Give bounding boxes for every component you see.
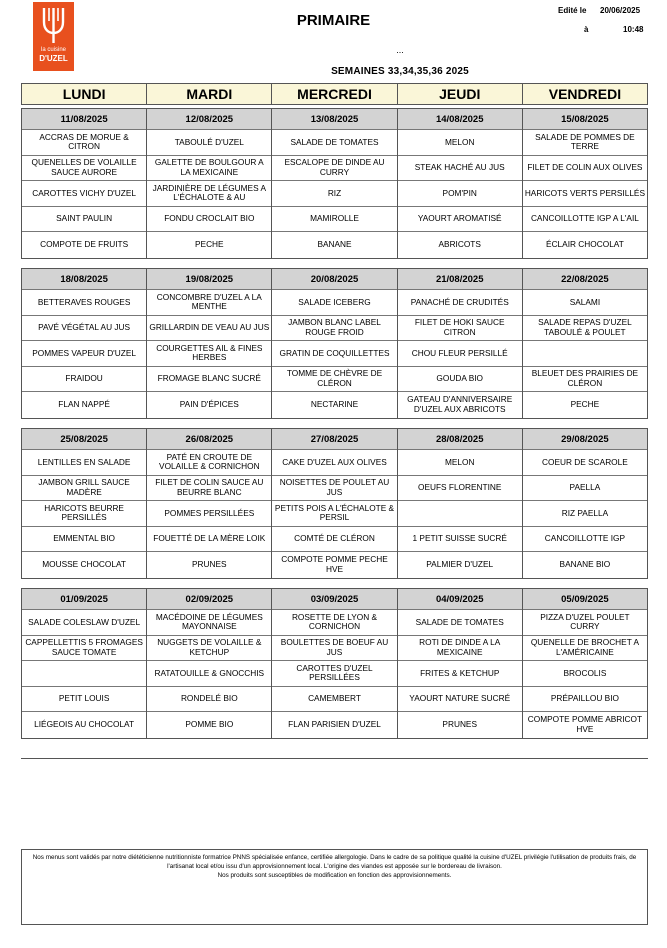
menu-item: GALETTE DE BOULGOUR A LA MEXICAINE — [147, 156, 271, 182]
menu-item: FRAIDOU — [22, 367, 146, 393]
at-label: à — [584, 25, 589, 34]
menu-item: SALADE DE TOMATES — [272, 130, 396, 156]
menu-item: BOULETTES DE BOEUF AU JUS — [272, 636, 396, 662]
menu-item: PRÉPAILLOU BIO — [523, 687, 647, 713]
page-title: PRIMAIRE — [296, 12, 371, 29]
menu-item: FILET DE COLIN SAUCE AU BEURRE BLANC — [147, 476, 271, 502]
menu-item: FILET DE COLIN AUX OLIVES — [523, 156, 647, 182]
menu-item: SALADE REPAS D'UZEL TABOULÉ & POULET — [523, 316, 647, 342]
date-cell: 14/08/2025 — [398, 109, 522, 130]
menu-item: MELON — [398, 450, 522, 476]
menu-item: ACCRAS DE MORUE & CITRON — [22, 130, 146, 156]
day-column — [398, 589, 523, 738]
menu-item: FOUETTÉ DE LA MÈRE LOIK — [147, 527, 271, 553]
day-column — [147, 429, 272, 578]
day-column — [22, 109, 147, 258]
date-cell: 05/09/2025 — [523, 589, 647, 610]
menu-item: RIZ PAELLA — [523, 501, 647, 527]
menu-item: QUENELLES DE VOLAILLE SAUCE AURORE — [22, 156, 146, 182]
menu-item: RATATOUILLE & GNOCCHIS — [147, 661, 271, 687]
logo-text-brand: D'UZEL — [39, 54, 68, 63]
menu-item: COEUR DE SCAROLE — [523, 450, 647, 476]
menu-item: STEAK HACHÉ AU JUS — [398, 156, 522, 182]
day-column — [523, 429, 647, 578]
menu-item: QUENELLE DE BROCHET A L'AMÉRICAINE — [523, 636, 647, 662]
menu-item: YAOURT NATURE SUCRÉ — [398, 687, 522, 713]
menu-item: CAROTTES VICHY D'UZEL — [22, 181, 146, 207]
menu-item: PECHE — [195, 239, 224, 249]
menu-item: HARICOTS BEURRE PERSILLÉS — [22, 501, 146, 527]
menu-item: POM'PIN — [398, 181, 522, 207]
menu-item: GOUDA BIO — [398, 367, 522, 393]
menu-item: POMMES VAPEUR D'UZEL — [22, 341, 146, 367]
day-header: VENDREDI — [523, 84, 647, 104]
menu-item: SALADE ICEBERG — [272, 290, 396, 316]
day-column — [147, 589, 272, 738]
menu-item: COMPOTE DE FRUITS — [40, 239, 129, 249]
menu-item: SAINT PAULIN — [22, 207, 146, 233]
date-cell: 28/08/2025 — [398, 429, 522, 450]
menu-item: GATEAU D'ANNIVERSAIRE D'UZEL AUX ABRICOTS — [407, 394, 513, 414]
menu-item: CANCOILLOTTE IGP — [523, 527, 647, 553]
menu-item: OEUFS FLORENTINE — [398, 476, 522, 502]
menu-item: POMME BIO — [185, 719, 234, 729]
menu-item: GRATIN DE COQUILLETTES — [272, 341, 396, 367]
menu-item: COMTÉ DE CLÉRON — [272, 527, 396, 553]
day-column — [523, 589, 647, 738]
date-cell: 20/08/2025 — [272, 269, 396, 290]
menu-item: FILET DE HOKI SAUCE CITRON — [398, 316, 522, 342]
subtitle-dots: ... — [396, 45, 404, 55]
menu-item: PAVÉ VÉGÉTAL AU JUS — [22, 316, 146, 342]
menu-item: ESCALOPE DE DINDE AU CURRY — [272, 156, 396, 182]
day-column — [272, 269, 397, 418]
menu-item: BETTERAVES ROUGES — [22, 290, 146, 316]
date-cell: 27/08/2025 — [272, 429, 396, 450]
menu-item: EMMENTAL BIO — [22, 527, 146, 553]
day-column — [523, 109, 647, 258]
edited-date: 20/06/2025 — [600, 6, 641, 15]
menu-item: COURGETTES AIL & FINES HERBES — [147, 341, 271, 367]
menu-item: BANANE BIO — [559, 559, 611, 569]
week-block — [21, 428, 648, 579]
menu-item: PETITS POIS A L'ÉCHALOTE & PERSIL — [272, 501, 396, 527]
week-block — [21, 588, 648, 739]
day-header: MERCREDI — [272, 84, 397, 104]
date-cell: 26/08/2025 — [147, 429, 271, 450]
day-header: LUNDI — [22, 84, 147, 104]
day-column — [22, 589, 147, 738]
menu-item: MOUSSE CHOCOLAT — [42, 559, 126, 569]
menu-item: YAOURT AROMATISÉ — [398, 207, 522, 233]
menu-item: JAMBON BLANC LABEL ROUGE FROID — [272, 316, 396, 342]
weeks-label: SEMAINES 33,34,35,36 2025 — [331, 66, 469, 77]
menu-item: FLAN PARISIEN D'UZEL — [288, 719, 381, 729]
menu-item: SALADE DE TOMATES — [398, 610, 522, 636]
menu-item — [22, 661, 146, 687]
date-cell: 04/09/2025 — [398, 589, 522, 610]
week-block — [21, 108, 648, 259]
menu-item: BANANE — [317, 239, 352, 249]
menu-item: MELON — [398, 130, 522, 156]
menu-item: NUGGETS DE VOLAILLE & KETCHUP — [147, 636, 271, 662]
menu-item: FRITES & KETCHUP — [398, 661, 522, 687]
date-cell: 12/08/2025 — [147, 109, 271, 130]
menu-item: PETIT LOUIS — [22, 687, 146, 713]
date-cell: 15/08/2025 — [523, 109, 647, 130]
menu-item: TABOULÉ D'UZEL — [147, 130, 271, 156]
menu-item: PATÉ EN CROUTE DE VOLAILLE & CORNICHON — [147, 450, 271, 476]
menu-item: PAIN D'ÉPICES — [179, 399, 239, 409]
menu-item: PIZZA D'UZEL POULET CURRY — [523, 610, 647, 636]
day-column — [398, 429, 523, 578]
footer-note — [21, 849, 648, 925]
menu-item: NECTARINE — [310, 399, 359, 409]
menu-item: RIZ — [272, 181, 396, 207]
menu-item: LENTILLES EN SALADE — [22, 450, 146, 476]
menu-item: LIÉGEOIS AU CHOCOLAT — [34, 719, 135, 729]
day-column — [272, 109, 397, 258]
day-column — [272, 429, 397, 578]
menu-item: PANACHÉ DE CRUDITÉS — [398, 290, 522, 316]
menu-item — [523, 341, 647, 367]
menu-item — [398, 501, 522, 527]
menu-item: ÉCLAIR CHOCOLAT — [546, 239, 624, 249]
day-column — [272, 589, 397, 738]
menu-item: CAMEMBERT — [272, 687, 396, 713]
bottom-rule — [21, 758, 648, 759]
menu-item: SALADE COLESLAW D'UZEL — [22, 610, 146, 636]
week-block — [21, 268, 648, 419]
date-cell: 01/09/2025 — [22, 589, 146, 610]
menu-item: POMMES PERSILLÉES — [147, 501, 271, 527]
date-cell: 22/08/2025 — [523, 269, 647, 290]
edited-label: Edité le — [558, 6, 587, 15]
date-cell: 29/08/2025 — [523, 429, 647, 450]
footer-text: Nos menus sont validés par notre diététicienne nutritionniste formatrice PNNS spécialisée enfance, certifiée allergologie. Dans le cadre de sa politique qualité la cuisine d'UZEL privilégie l'utilisation de produits frais, de l'artisanat local et/ou issu d'un approvisionnement local. L'origine des viandes est apposée sur le bordereau de livraison. — [32, 854, 637, 870]
menu-item: FROMAGE BLANC SUCRÉ — [147, 367, 271, 393]
day-column — [22, 429, 147, 578]
menu-item: ROTI DE DINDE A LA MEXICAINE — [398, 636, 522, 662]
menu-item: COMPOTE POMME PECHE HVE — [281, 554, 388, 574]
day-column — [523, 269, 647, 418]
menu-item: RONDELÉ BIO — [147, 687, 271, 713]
menu-item: CAKE D'UZEL AUX OLIVES — [272, 450, 396, 476]
day-header: JEUDI — [398, 84, 523, 104]
menu-item: SALAMI — [523, 290, 647, 316]
menu-item: CAROTTES D'UZEL PERSILLÉES — [272, 661, 396, 687]
date-cell: 18/08/2025 — [22, 269, 146, 290]
menu-item: BROCOLIS — [523, 661, 647, 687]
edited-time: 10:48 — [623, 25, 644, 34]
menu-item: NOISETTES DE POULET AU JUS — [272, 476, 396, 502]
menu-item: BLEUET DES PRAIRIES DE CLÉRON — [523, 367, 647, 393]
menu-item: PRUNES — [192, 559, 227, 569]
date-cell: 19/08/2025 — [147, 269, 271, 290]
menu-item: CONCOMBRE D'UZEL A LA MENTHE — [147, 290, 271, 316]
menu-item: 1 PETIT SUISSE SUCRÉ — [398, 527, 522, 553]
menu-item: ROSETTE DE LYON & CORNICHON — [272, 610, 396, 636]
menu-item: MACÉDOINE DE LÉGUMES MAYONNAISE — [147, 610, 271, 636]
menu-item: GRILLARDIN DE VEAU AU JUS — [147, 316, 271, 342]
date-cell: 11/08/2025 — [22, 109, 146, 130]
menu-item: TOMME DE CHÈVRE DE CLÉRON — [272, 367, 396, 393]
day-column — [398, 269, 523, 418]
date-cell: 25/08/2025 — [22, 429, 146, 450]
menu-item: CHOU FLEUR PERSILLÉ — [398, 341, 522, 367]
day-header-row — [21, 83, 648, 105]
logo-text-small: la cuisine — [40, 47, 66, 53]
day-column — [147, 269, 272, 418]
day-column — [22, 269, 147, 418]
menu-item: FONDU CROCLAIT BIO — [147, 207, 271, 233]
day-column — [147, 109, 272, 258]
menu-item: CAPPELLETTIS 5 FROMAGES SAUCE TOMATE — [22, 636, 146, 662]
menu-item: PECHE — [570, 399, 600, 409]
menu-item: CANCOILLOTTE IGP A L'AIL — [523, 207, 647, 233]
date-cell: 13/08/2025 — [272, 109, 396, 130]
menu-item: PRUNES — [442, 719, 477, 729]
menu-item: JAMBON GRILL SAUCE MADÈRE — [22, 476, 146, 502]
menu-item: COMPOTE POMME ABRICOT HVE — [527, 714, 643, 734]
menu-item: JARDINIÈRE DE LÉGUMES A L'ÉCHALOTE & AU — [147, 181, 271, 207]
menu-item: SALADE DE POMMES DE TERRE — [523, 130, 647, 156]
date-cell: 21/08/2025 — [398, 269, 522, 290]
menu-item: PALMIER D'UZEL — [426, 559, 494, 569]
menu-item: HARICOTS VERTS PERSILLÉS — [523, 181, 647, 207]
day-column — [398, 109, 523, 258]
date-cell: 03/09/2025 — [272, 589, 396, 610]
footer-text-2: Nos produits sont susceptibles de modification en fonction des approvisionnements. — [217, 872, 452, 879]
menu-item: MAMIROLLE — [272, 207, 396, 233]
day-header: MARDI — [147, 84, 272, 104]
menu-item: PAELLA — [523, 476, 647, 502]
menu-item: FLAN NAPPÉ — [58, 399, 110, 409]
date-cell: 02/09/2025 — [147, 589, 271, 610]
menu-item: ABRICOTS — [438, 239, 481, 249]
